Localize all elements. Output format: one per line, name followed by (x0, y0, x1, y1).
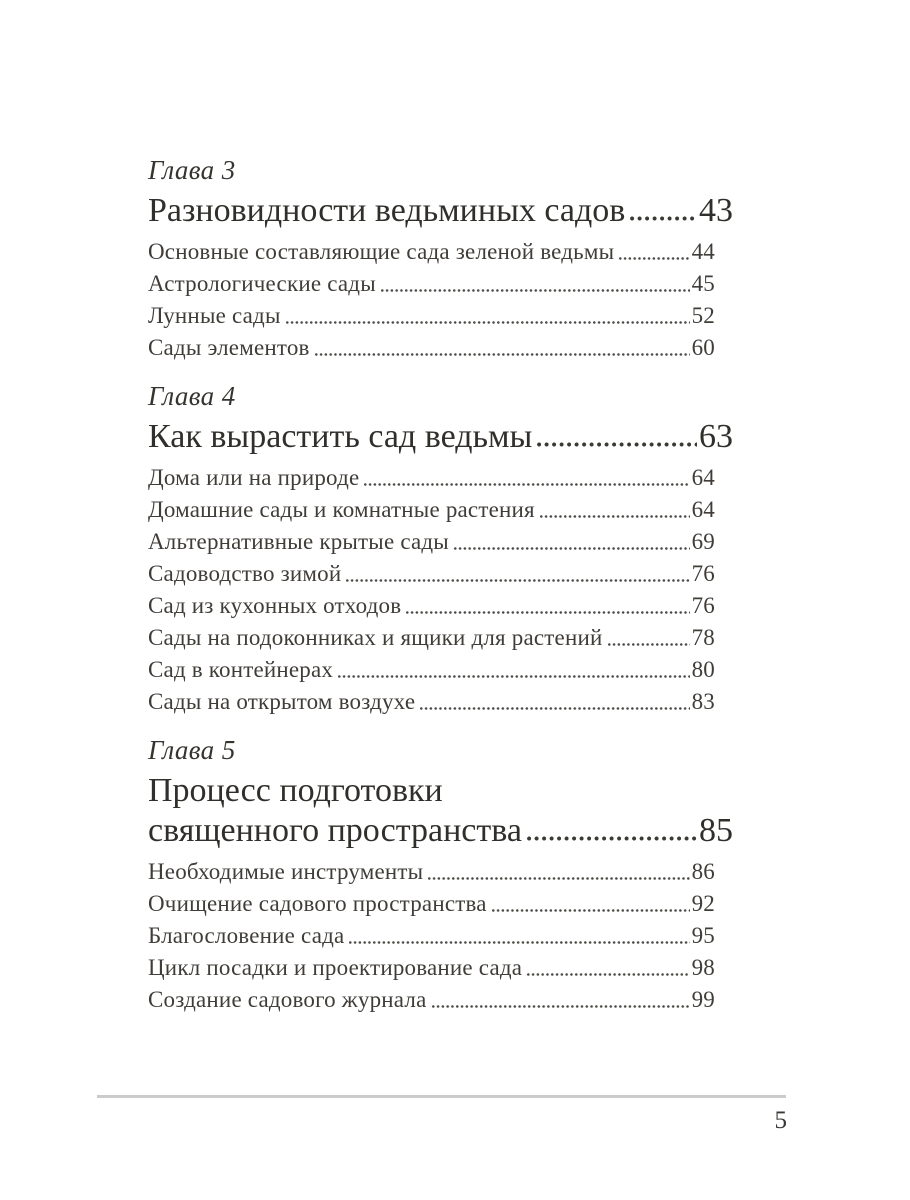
chapter-title-line (148, 417, 733, 457)
dot-leader (427, 984, 692, 1016)
entry-page-number: 83 (691, 689, 715, 714)
dot-leader (449, 526, 692, 558)
toc-entry (148, 622, 715, 654)
toc-entry (148, 984, 715, 1016)
entry-title: Садоводство зимой (148, 561, 342, 586)
chapter-label: Глава 4 (148, 381, 236, 411)
toc-entry (148, 654, 715, 686)
entry-title: Сад из кухонных отходов (148, 593, 402, 618)
chapter-section (148, 733, 733, 1016)
toc-entry (148, 920, 715, 952)
entry-page-number: 98 (691, 955, 715, 980)
entry-page-number: 44 (691, 239, 715, 264)
dot-leader (341, 558, 691, 590)
toc-entry (148, 558, 715, 590)
entry-page-number: 99 (691, 987, 715, 1012)
chapter-label: Глава 3 (148, 155, 236, 185)
dot-leader (603, 622, 692, 654)
entry-title: Лунные сады (148, 303, 281, 328)
toc-entry (148, 888, 715, 920)
entry-list (148, 462, 733, 718)
dot-leader (310, 332, 692, 364)
entry-list (148, 856, 733, 1016)
page-number: 5 (774, 1107, 787, 1134)
entry-title: Сады элементов (148, 335, 310, 360)
chapter-page-number: 63 (699, 418, 733, 455)
entry-page-number: 69 (691, 529, 715, 554)
toc-entry (148, 526, 715, 558)
dot-leader (376, 268, 692, 300)
entry-title: Основные составляющие сада зеленой ведьмы (148, 239, 615, 264)
entry-title: Дома или на природе (148, 465, 360, 490)
chapter-section (148, 153, 733, 364)
entry-page-number: 60 (691, 335, 715, 360)
table-of-contents (148, 153, 733, 1016)
dot-leader (522, 952, 691, 984)
toc-entry (148, 686, 715, 718)
chapter-section (148, 379, 733, 718)
dot-leader (333, 654, 691, 686)
chapter-title-text: Разновидности ведьминых садов (148, 192, 626, 229)
toc-entry (148, 952, 715, 984)
entry-page-number: 80 (691, 657, 715, 682)
entry-page-number: 76 (691, 593, 715, 618)
entry-page-number: 64 (691, 497, 715, 522)
entry-title: Благословение сада (148, 923, 345, 948)
toc-entry (148, 494, 715, 526)
chapter-title (148, 191, 733, 231)
entry-page-number: 64 (691, 465, 715, 490)
entry-title: Домашние сады и комнатные растения (148, 497, 535, 522)
dot-leader (415, 686, 691, 718)
toc-entry (148, 236, 715, 268)
entry-page-number: 92 (691, 891, 715, 916)
dot-leader (614, 236, 691, 268)
entry-list (148, 236, 733, 364)
entry-title: Создание садового журнала (148, 987, 427, 1012)
chapter-title-line (148, 771, 733, 811)
entry-page-number: 76 (691, 561, 715, 586)
entry-title: Сад в контейнерах (148, 657, 334, 682)
dot-leader (522, 811, 699, 851)
dot-leader (625, 191, 699, 231)
entry-page-number: 86 (691, 859, 715, 884)
entry-page-number: 95 (691, 923, 715, 948)
entry-title: Очищение садового пространства (148, 891, 487, 916)
toc-entry (148, 590, 715, 622)
footer-rule (97, 1095, 786, 1098)
toc-entry (148, 462, 715, 494)
chapter-title (148, 771, 733, 851)
toc-entry (148, 300, 715, 332)
entry-title: Альтернативные крытые сады (148, 529, 449, 554)
chapter-title-text: Как вырастить сад ведьмы (148, 418, 533, 455)
chapter-page-number: 43 (699, 192, 733, 229)
chapter-title-line (148, 191, 733, 231)
entry-title: Сады на открытом воздухе (148, 689, 416, 714)
entry-title: Сады на подоконниках и ящики для растений (148, 625, 603, 650)
dot-leader (344, 920, 691, 952)
dot-leader (401, 590, 691, 622)
dot-leader (532, 417, 699, 457)
dot-leader (535, 494, 692, 526)
dot-leader (281, 300, 692, 332)
toc-entry (148, 268, 715, 300)
chapter-label: Глава 5 (148, 735, 236, 765)
toc-entry (148, 856, 715, 888)
chapter-title-text: священного пространства (148, 812, 522, 849)
entry-page-number: 45 (691, 271, 715, 296)
dot-leader (487, 888, 692, 920)
chapter-title-line (148, 811, 733, 851)
chapter-title-text: Процесс подготовки (148, 772, 443, 809)
entry-page-number: 78 (691, 625, 715, 650)
chapter-page-number: 85 (699, 812, 733, 849)
chapter-title (148, 417, 733, 457)
entry-title: Необходимые инструменты (148, 859, 424, 884)
dot-leader (359, 462, 691, 494)
toc-entry (148, 332, 715, 364)
entry-page-number: 52 (691, 303, 715, 328)
entry-title: Цикл посадки и проектирование сада (148, 955, 523, 980)
entry-title: Астрологические сады (148, 271, 376, 296)
dot-leader (423, 856, 691, 888)
